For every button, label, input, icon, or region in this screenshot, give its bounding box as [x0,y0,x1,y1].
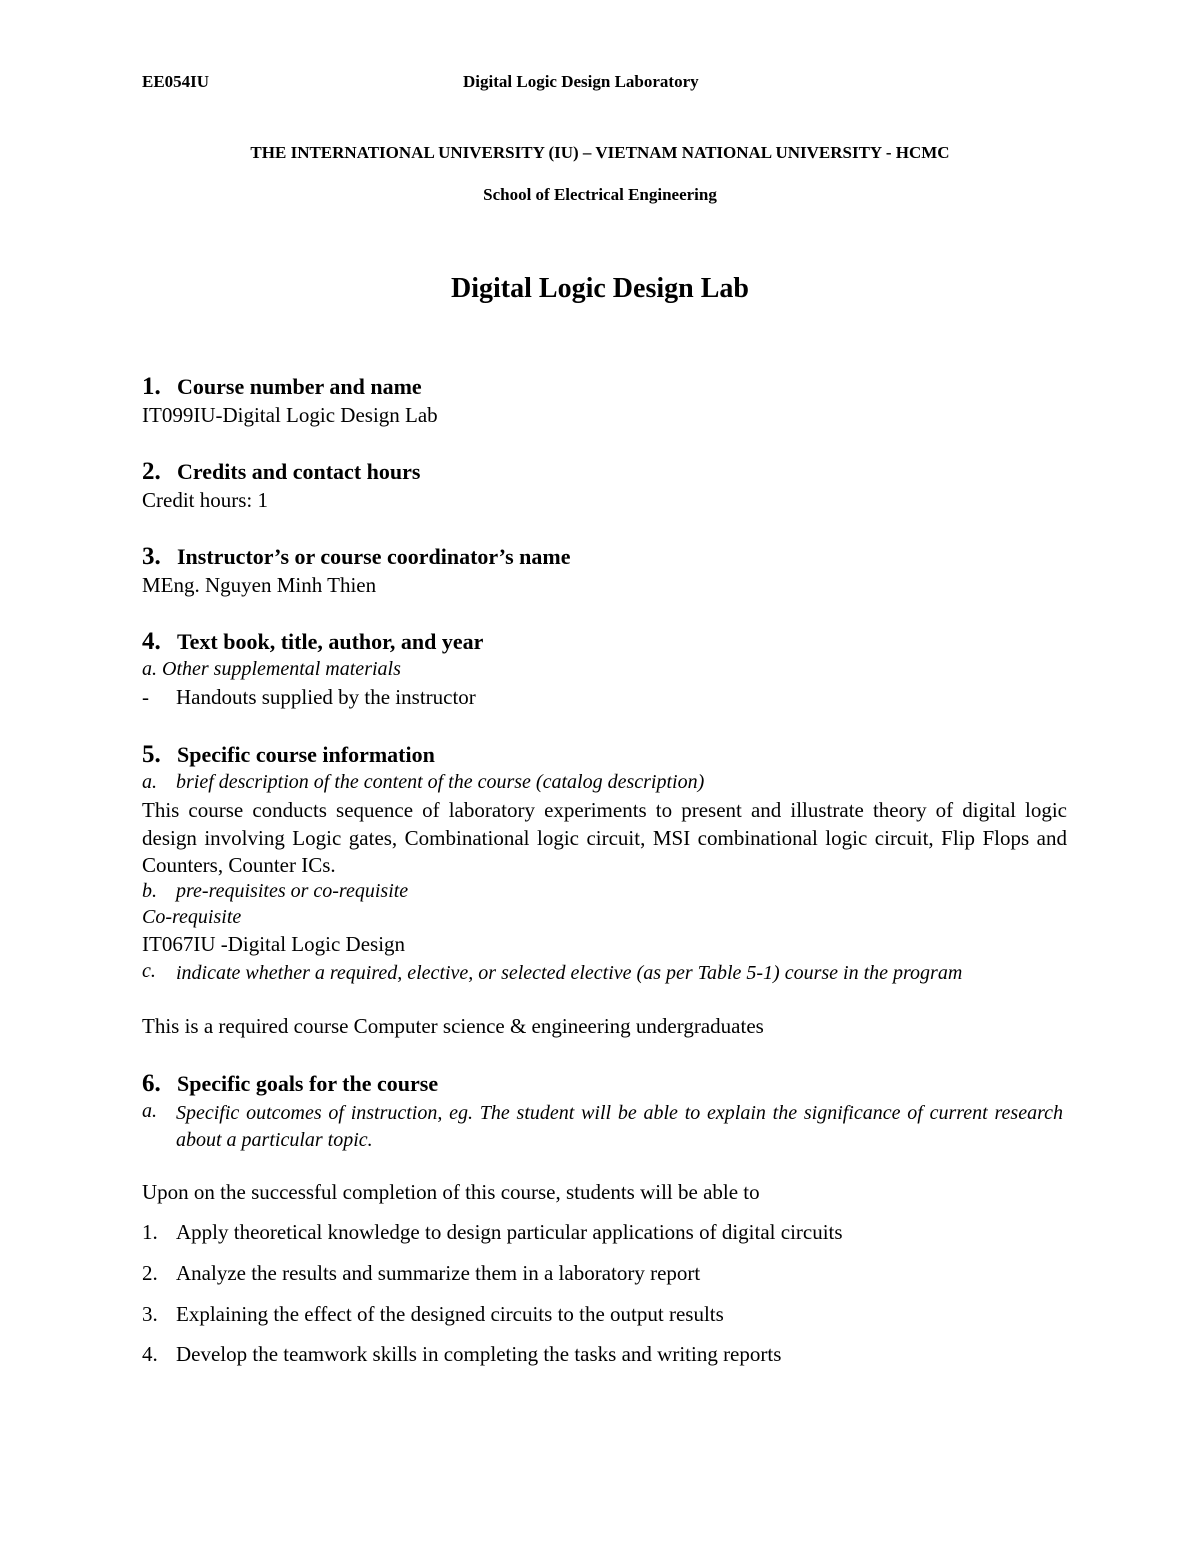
section-5-sub-a-mark: a. [142,771,157,793]
section-number: 3. [142,543,161,570]
outcome-text: Explaining the effect of the designed circuits to the output results [176,1302,724,1326]
outcome-number: 2. [142,1261,158,1285]
section-title: Specific goals for the course [177,1071,439,1096]
section-6-sub-a-mark: a. [142,1100,157,1122]
outcome-number: 4. [142,1342,158,1366]
outcome-number: 3. [142,1302,158,1326]
section-6-sub-a-text: Specific outcomes of instruction, eg. The student will be able to explain the significance of current research about a particular topic. [176,1102,1063,1151]
bullet-text: Handouts supplied by the instructor [176,685,476,709]
section-5-coreq-label: Co-requisite [142,906,242,928]
section-5-sub-b-mark: b. [142,880,157,902]
outcome-list-item [142,1261,700,1286]
outcome-text: Apply theoretical knowledge to design particular applications of digital circuits [176,1220,843,1244]
section-6-heading [142,1070,438,1098]
header-course-code: EE054IU [142,72,210,91]
section-2-heading [142,458,420,486]
section-5-sub-b-text: pre-requisites or co-requisite [176,880,409,902]
section-title: Specific course information [177,742,435,767]
outcome-list-item [142,1302,724,1327]
section-3-body: MEng. Nguyen Minh Thien [142,573,377,597]
school-name: School of Electrical Engineering [483,185,717,204]
section-5-required-text: This is a required course Computer science & engineering undergraduates [142,1014,764,1038]
section-4-heading [142,628,483,656]
section-5-sub-a-text: brief description of the content of the course (catalog description) [176,771,705,793]
section-4-bullet [142,685,476,710]
outcome-text: Analyze the results and summarize them in a laboratory report [176,1261,701,1285]
section-number: 4. [142,628,161,655]
section-5-sub-c-mark: c. [142,960,156,982]
bullet-dash: - [142,685,149,709]
outcome-number: 1. [142,1220,158,1244]
section-number: 6. [142,1070,161,1097]
section-number: 1. [142,373,161,400]
document-title: Digital Logic Design Lab [451,273,749,304]
section-1-heading [142,373,422,401]
section-2-body: Credit hours: 1 [142,488,268,512]
section-5-description: This course conducts sequence of laboratory experiments to present and illustrate theory of digital logic design involving Logic gates, Combinational logic circuit, MSI combinational logic circuit, Flip Flops and Counters, Counter ICs. [142,798,1067,877]
section-title: Course number and name [177,374,422,399]
university-name: THE INTERNATIONAL UNIVERSITY (IU) – VIETNAM NATIONAL UNIVERSITY - HCMC [250,143,950,162]
section-4-subheading-a: a. Other supplemental materials [142,658,401,680]
section-number: 5. [142,741,161,768]
section-number: 2. [142,458,161,485]
header-course-title: Digital Logic Design Laboratory [463,72,699,91]
section-3-heading [142,543,570,571]
section-6-intro: Upon on the successful completion of this course, students will be able to [142,1180,760,1204]
section-5-sub-c-text: indicate whether a required, elective, or selected elective (as per Table 5-1) course in the program [176,962,963,984]
section-title: Instructor’s or course coordinator’s name [177,544,571,569]
section-5-coreq-course: IT067IU -Digital Logic Design [142,932,406,956]
section-5-heading [142,741,435,769]
section-1-body: IT099IU-Digital Logic Design Lab [142,403,438,427]
outcome-list-item [142,1220,843,1245]
section-title: Credits and contact hours [177,459,421,484]
section-title: Text book, title, author, and year [177,629,484,654]
outcome-list-item [142,1342,781,1367]
outcome-text: Develop the teamwork skills in completing the tasks and writing reports [176,1342,782,1366]
